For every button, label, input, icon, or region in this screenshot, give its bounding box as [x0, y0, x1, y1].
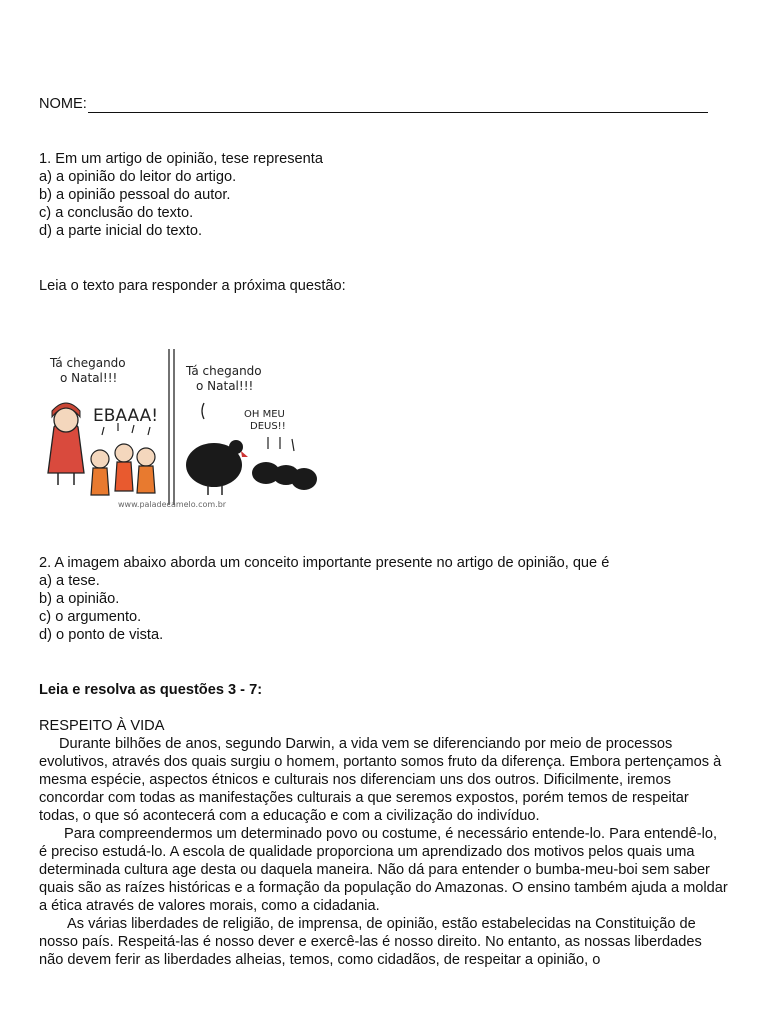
name-field	[39, 95, 708, 113]
read-prompt: Leia o texto para responder a próxima questão:	[39, 278, 346, 294]
question-2-option-a: a) a tese.	[39, 573, 100, 589]
question-2-option-c: c) o argumento.	[39, 609, 142, 625]
question-2-option-b: b) a opinião.	[39, 591, 120, 607]
section-heading: Leia e resolva as questões 3 - 7:	[39, 682, 263, 698]
article-paragraph: Para compreendermos um determinado povo ou costume, é necessário entende-lo. Para entendê-lo, é preciso estudá-lo. A escola de qualidade proporciona um aprendizado dos motivos pelos quais uma determinada cultura age desta ou daquela maneira. Não dá para entender o bumba-meu-boi sem saber quais são as raízes históricas e a formação da população do Amazonas. O ensino também ajuda a moldar a ética através de valores morais, como a cidadania.	[39, 826, 728, 914]
question-1-option-b: b) a opinião pessoal do autor.	[39, 187, 231, 203]
question-2-option-d: d) o ponto de vista.	[39, 627, 164, 643]
comic-left-caption-1: Tá chegando	[50, 356, 126, 370]
question-1-option-c: c) a conclusão do texto.	[39, 205, 194, 221]
comic-right-shout-2: DEUS!!	[250, 421, 286, 432]
name-label: NOME:	[39, 96, 87, 112]
question-1-stem: 1. Em um artigo de opinião, tese representa	[39, 151, 323, 167]
name-blank-line[interactable]	[88, 98, 708, 113]
christmas-comic-image	[36, 345, 328, 515]
question-1-option-a: a) a opinião do leitor do artigo.	[39, 169, 237, 185]
comic-right-caption-2: o Natal!!!	[196, 379, 254, 393]
mother-figure	[48, 403, 84, 485]
question-2-stem: 2. A imagem abaixo aborda um conceito importante presente no artigo de opinião, que é	[39, 555, 610, 571]
article-paragraph: Durante bilhões de anos, segundo Darwin, a vida vem se diferenciando por meio de processos evolutivos, através dos quais surgiu o homem, portanto somos fruto da diferença. Embora pertençamos à mesma espécie, aspectos étnicos e culturais nos diferenciam uns dos outros. Dificilmente, iremos concordar com todas as manifestações culturais a que seremos expostos, porém temos de respeitar todas, o que só acontecerá com a educação e com a civilização do indivíduo.	[39, 736, 722, 824]
text-title: RESPEITO À VIDA	[39, 718, 165, 734]
comic-left-shout: EBAAA!	[93, 406, 159, 426]
article-body	[39, 735, 729, 969]
comic-right-caption-1: Tá chegando	[186, 364, 262, 378]
question-1-option-d: d) a parte inicial do texto.	[39, 223, 203, 239]
comic-right-shout-1: OH MEU	[244, 409, 285, 420]
article-paragraph: As várias liberdades de religião, de imprensa, de opinião, estão estabelecidas na Constituição de nosso país. Respeitá-las é nosso dever e exercê-las é nosso direito. No entanto, as nossas liberdades não devem ferir as liberdades alheias, temos, como cidadãos, de respeitar a opinião, o	[39, 916, 702, 968]
comic-watermark: www.paladecamelo.com.br	[118, 500, 227, 509]
comic-left-caption-2: o Natal!!!	[60, 371, 118, 385]
